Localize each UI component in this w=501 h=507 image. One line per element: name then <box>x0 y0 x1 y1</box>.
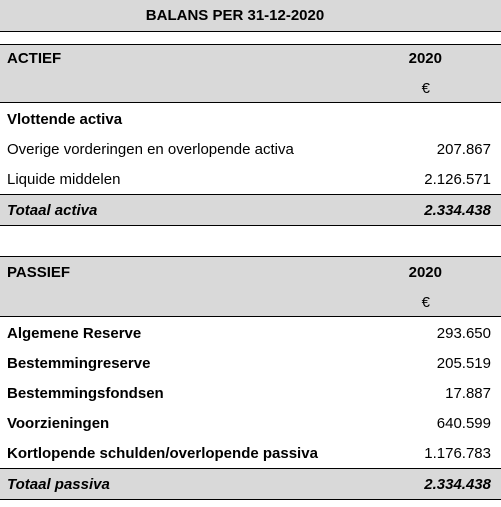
actief-row-label: Liquide middelen <box>7 171 121 188</box>
passief-row-label: Algemene Reserve <box>7 325 142 342</box>
passief-header-rule <box>0 256 501 257</box>
actief-header-bottom-rule <box>0 102 501 103</box>
passief-row-value: 205.519 <box>436 355 491 372</box>
actief-row-value: 207.867 <box>436 141 491 158</box>
passief-row-value: 640.599 <box>436 415 491 432</box>
actief-year: 2020 <box>408 50 442 67</box>
passief-row-label: Voorzieningen <box>7 415 110 432</box>
vlottende-activa-label: Vlottende activa <box>7 111 123 128</box>
passief-row-label: Kortlopende schulden/overlopende passiva <box>7 445 318 462</box>
passief-header-label: PASSIEF <box>7 264 71 281</box>
passief-row-label: Bestemmingsfondsen <box>7 385 164 402</box>
passief-row-value: 17.887 <box>445 385 491 402</box>
actief-header-label: ACTIEF <box>7 50 62 67</box>
passief-total-bottom-rule <box>0 499 501 500</box>
actief-currency: € <box>421 80 430 97</box>
actief-total-bottom-rule <box>0 225 501 226</box>
passief-total-value: 2.334.438 <box>424 476 491 493</box>
passief-header-bottom-rule <box>0 316 501 317</box>
passief-row-label: Bestemmingreserve <box>7 355 151 372</box>
balance-title: BALANS PER 31-12-2020 <box>145 7 325 24</box>
passief-row-value: 1.176.783 <box>424 445 491 462</box>
actief-row-value: 2.126.571 <box>424 171 491 188</box>
actief-total-label: Totaal activa <box>7 202 98 219</box>
actief-header-rule <box>0 44 501 45</box>
passief-total-label: Totaal passiva <box>7 476 110 493</box>
passief-currency: € <box>421 294 430 311</box>
passief-row-value: 293.650 <box>436 325 491 342</box>
passief-year: 2020 <box>408 264 442 281</box>
actief-total-value: 2.334.438 <box>424 202 491 219</box>
actief-row-label: Overige vorderingen en overlopende activa <box>7 141 294 158</box>
title-rule <box>0 31 501 32</box>
